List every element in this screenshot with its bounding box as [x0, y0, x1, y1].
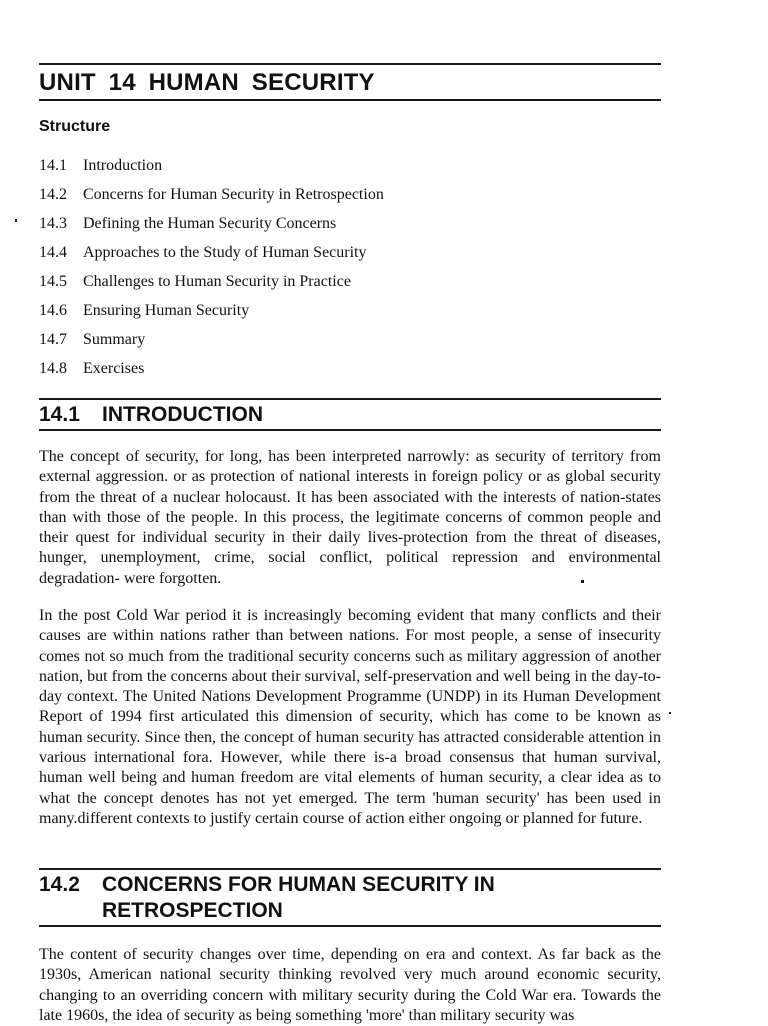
- print-speck: [669, 712, 671, 714]
- toc-number: 14.7: [39, 331, 67, 348]
- toc-label: Exercises: [83, 360, 145, 377]
- section-title-text: CONCERNS FOR HUMAN SECURITY IN: [102, 873, 495, 896]
- section-rule-bottom: [39, 925, 661, 927]
- paragraph: The content of security changes over time, depending on era and context. As far back as the 1930s, American national security thinking revolved very much around economic security, changing to an overriding concern with military security during the Cold War era. Towards the late 1960s, the idea of security as being something 'more' than military security was: [39, 946, 661, 1024]
- unit-title: UNIT 14 HUMAN SECURITY: [39, 69, 375, 96]
- section-rule-bottom: [39, 429, 661, 431]
- toc-item: [39, 357, 384, 386]
- table-of-contents: [39, 154, 384, 386]
- toc-label: Ensuring Human Security: [83, 302, 250, 319]
- toc-item: [39, 154, 384, 183]
- toc-label: Challenges to Human Security in Practice: [83, 273, 351, 290]
- toc-label: Concerns for Human Security in Retrospection: [83, 186, 384, 203]
- header-rule-bottom: [39, 99, 661, 101]
- section-rule-top: [39, 398, 661, 400]
- toc-label: Defining the Human Security Concerns: [83, 215, 337, 232]
- section-number: 14.2: [39, 873, 80, 896]
- paragraph: The concept of security, for long, has been interpreted narrowly: as security of territory from external aggression. or as protection of national interests in foreign policy or as global security from the threat of a nuclear holocaust. It has been associated with the interests of nation-states than with those of the people. In this process, the legitimate concerns of common people and their quest for individual security in their daily lives-protection from the threat of diseases, hunger, unemployment, crime, social conflict, political repression and environmental degradation- were forgotten.: [39, 448, 661, 587]
- unit-header: [39, 63, 661, 101]
- section-title: [39, 402, 661, 428]
- toc-label: Summary: [83, 331, 146, 348]
- section-header-introduction: [39, 398, 661, 431]
- toc-number: 14.2: [39, 186, 67, 203]
- structure-heading: Structure: [39, 118, 111, 135]
- toc-item: [39, 212, 384, 241]
- toc-label: Approaches to the Study of Human Security: [83, 244, 367, 261]
- toc-number: 14.5: [39, 273, 67, 290]
- toc-number: 14.6: [39, 302, 67, 319]
- toc-item: [39, 328, 384, 357]
- print-speck: [581, 580, 584, 583]
- toc-item: [39, 241, 384, 270]
- toc-number: 14.1: [39, 157, 67, 174]
- section-title-text-line2: RETROSPECTION: [102, 899, 283, 922]
- toc-label: Introduction: [83, 157, 163, 174]
- toc-number: 14.4: [39, 244, 67, 261]
- section-number: 14.1: [39, 403, 80, 426]
- paragraph: In the post Cold War period it is increasingly becoming evident that many conflicts and their causes are within nations rather than between nations. For most people, a sense of insecurity comes not so much from the traditional security concerns such as military aggression of another nation, but from the concerns about their survival, self-preservation and well being in the day-to-day context. The United Nations Development Programme (UNDP) in its Human Development Report of 1994 first articulated this dimension of security, which has come to be known as human security. Since then, the concept of human security has attracted considerable attention in various international fora. However, while there is-a broad consensus that human survival, human well being and human freedom are vital elements of human security, a clear idea as to what the concept denotes has not yet emerged. The term 'human security' has been used in many.different contexts to justify certain course of action either ongoing or planned for future.: [39, 607, 661, 827]
- toc-number: 14.8: [39, 360, 67, 377]
- section-header-retrospection: [39, 868, 661, 927]
- print-speck: [15, 219, 17, 222]
- toc-item: [39, 183, 384, 212]
- section-rule-top: [39, 868, 661, 870]
- section-title: [39, 872, 661, 924]
- section-title-text: INTRODUCTION: [102, 403, 263, 426]
- header-rule-top: [39, 63, 661, 65]
- toc-number: 14.3: [39, 215, 67, 232]
- toc-item: [39, 270, 384, 299]
- toc-item: [39, 299, 384, 328]
